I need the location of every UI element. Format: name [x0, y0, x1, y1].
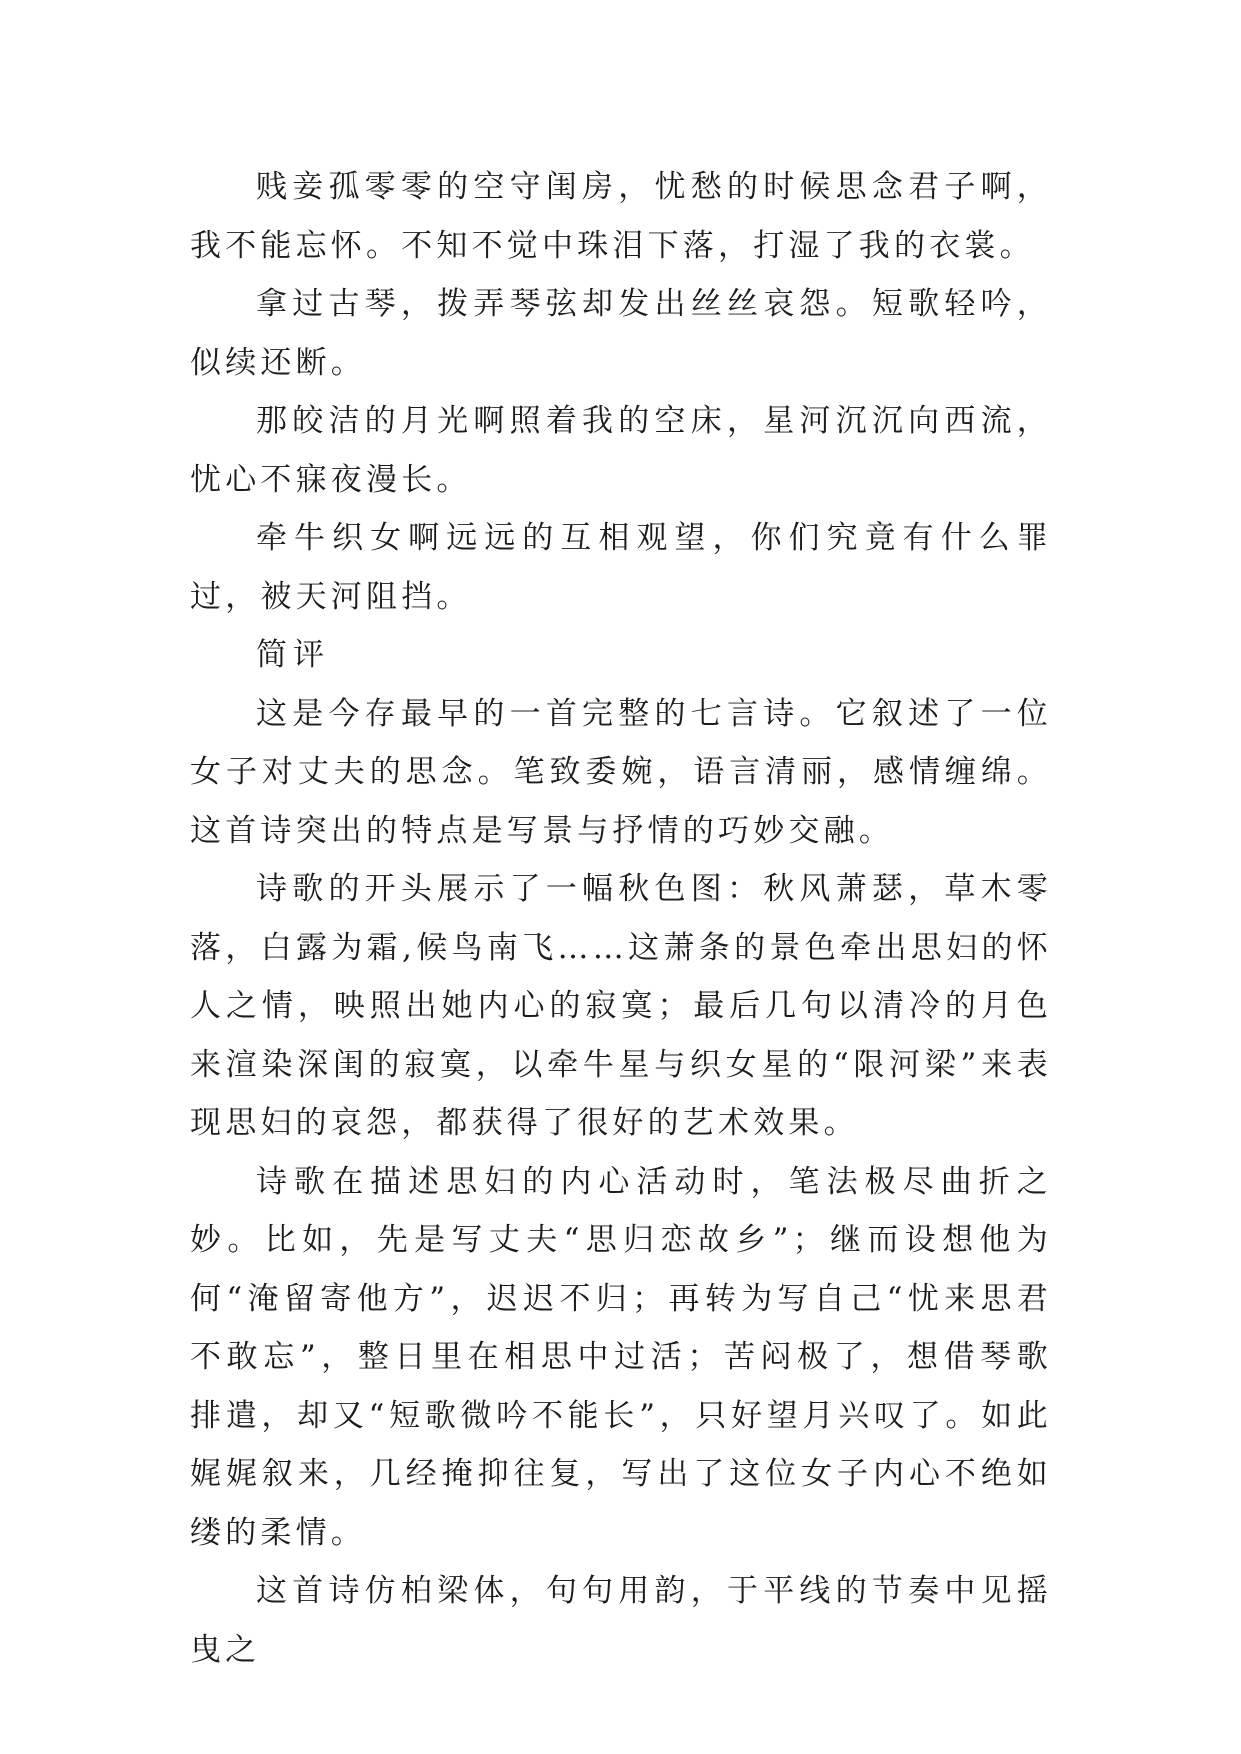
paragraph-commentary-1: 这是今存最早的一首完整的七言诗。它叙述了一位女子对丈夫的思念。笔致委婉，语言清丽，感情缠绵。这首诗突出的特点是写景与抒情的巧妙交融。: [190, 695, 1052, 849]
paragraph-translation-4: 牵牛织女啊远远的互相观望，你们究竟有什么罪过，被天河阻挡。: [190, 520, 1052, 615]
document-body: [190, 158, 1052, 1679]
section-heading-commentary: 简评: [256, 637, 330, 673]
paragraph-commentary-4: 这首诗仿柏梁体，句句用韵，于平线的节奏中见摇曳之: [190, 1573, 1052, 1668]
paragraph-translation-1: 贱妾孤零零的空守闺房，忧愁的时候思念君子啊，我不能忘怀。不知不觉中珠泪下落，打湿了我的衣裳。: [190, 169, 1052, 264]
paragraph-translation-3: 那皎洁的月光啊照着我的空床，星河沉沉向西流，忧心不寐夜漫长。: [190, 403, 1052, 498]
paragraph-commentary-2: 诗歌的开头展示了一幅秋色图：秋风萧瑟，草木零落，白露为霜,候鸟南飞……这萧条的景色牵出思妇的怀人之情，映照出她内心的寂寞；最后几句以清冷的月色来渲染深闺的寂寞，以牵牛星与织女星的“限河梁”来表现思妇的哀怨，都获得了很好的艺术效果。: [190, 871, 1052, 1141]
paragraph-translation-2: 拿过古琴，拨弄琴弦却发出丝丝哀怨。短歌轻吟，似续还断。: [190, 286, 1052, 381]
paragraph-commentary-3: 诗歌在描述思妇的内心活动时，笔法极尽曲折之妙。比如，先是写丈夫“思归恋故乡”；继而设想他为何“淹留寄他方”，迟迟不归；再转为写自己“忧来思君不敢忘”，整日里在相思中过活；苦闷极了，想借琴歌排遣，却又“短歌微吟不能长”，只好望月兴叹了。如此娓娓叙来，几经掩抑往复，写出了这位女子内心不绝如缕的柔情。: [190, 1163, 1052, 1551]
